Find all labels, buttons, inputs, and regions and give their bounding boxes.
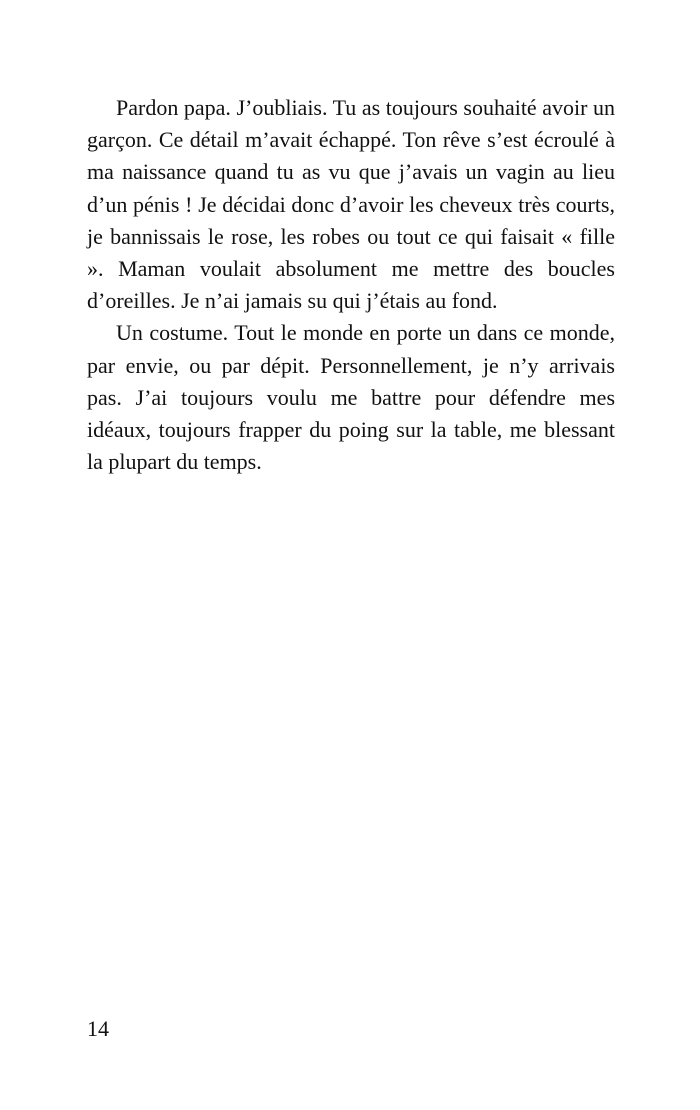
paragraph-2: Un costume. Tout le monde en porte un dans ce monde, par envie, ou par dépit. Personnellement, je n’y arrivais pas. J’ai toujours voulu me battre pour défendre mes idéaux, toujours frapper du poing sur la table, me blessant la plupart du temps. <box>87 320 615 475</box>
page-body <box>87 92 615 478</box>
page-number: 14 <box>87 1016 109 1041</box>
paragraph-1: Pardon papa. J’oubliais. Tu as toujours souhaité avoir un garçon. Ce détail m’avait échappé. Ton rêve s’est écroulé à ma naissance quand tu as vu que j’avais un vagin au lieu d’un pénis ! Je décidai donc d’avoir les cheveux très courts, je bannissais le rose, les robes ou tout ce qui faisait « fille ». Maman voulait absolument me mettre des boucles d’oreilles. Je n’ai jamais su qui j’étais au fond. <box>87 95 615 314</box>
